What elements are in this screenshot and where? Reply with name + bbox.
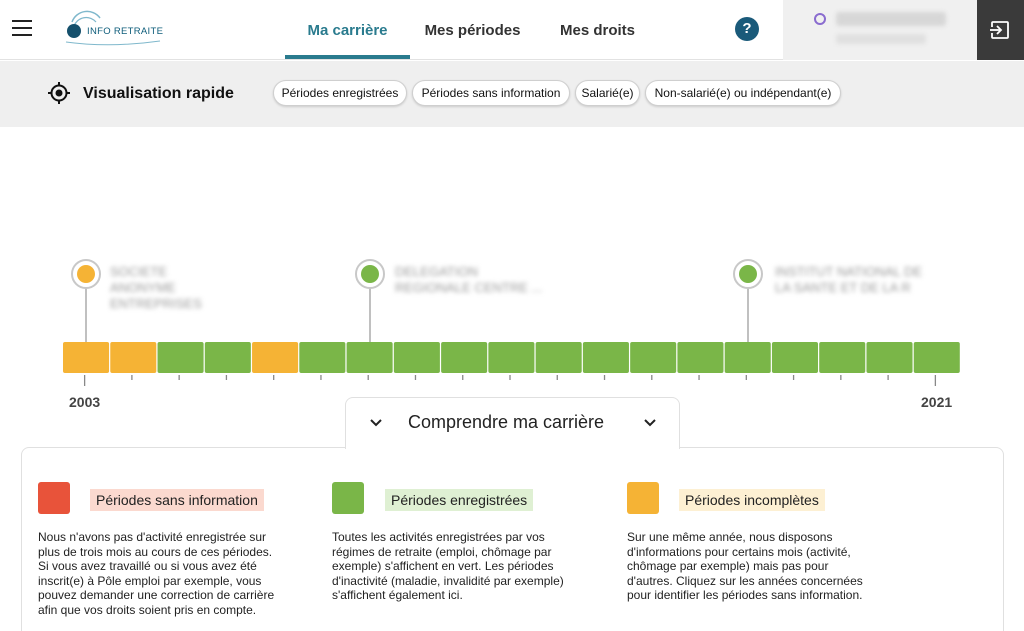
timeline-year-segment[interactable] — [110, 342, 156, 373]
chevron-down-icon — [369, 416, 383, 430]
timeline-year-segment[interactable] — [299, 342, 345, 373]
timeline-year-segment[interactable] — [583, 342, 629, 373]
timeline-year-segment[interactable] — [819, 342, 865, 373]
filter-chip-non-salarie[interactable]: Non-salarié(e) ou indépendant(e) — [645, 80, 841, 106]
filter-chip-salarie[interactable]: Salarié(e) — [575, 80, 640, 106]
filter-chip-periodes-sans-information[interactable]: Périodes sans information — [412, 80, 570, 106]
tab-mes-droits[interactable]: Mes droits — [559, 21, 635, 39]
legend-text-incompletes: Sur une même année, nous disposons d'informations pour certains mois (activité, chômage par exemple) mais pas pour d'autres. Cliquez sur les années concernées pour identifier les périodes sans information. — [627, 530, 863, 602]
legend-label-incompletes: Périodes incomplètes — [679, 489, 825, 511]
employer-label-blurred: SOCIETE ANONYME ENTREPRISES — [110, 264, 202, 311]
timeline-year-segment[interactable] — [866, 342, 912, 373]
help-icon[interactable]: ? — [735, 17, 759, 41]
legend-color-incompletes — [627, 482, 659, 514]
comprendre-title: Comprendre ma carrière — [408, 412, 605, 432]
tab-ma-carriere[interactable]: Ma carrière — [307, 21, 388, 39]
timeline-year-segment[interactable] — [677, 342, 723, 373]
timeline-year-segment[interactable] — [63, 342, 109, 373]
employer-label-blurred: INSTITUT NATIONAL DE LA SANTE ET DE LA R — [775, 264, 923, 295]
timeline-year-segment[interactable] — [488, 342, 534, 373]
legend-color-sans-information — [38, 482, 70, 514]
filter-chip-periodes-enregistrees[interactable]: Périodes enregistrées — [273, 80, 407, 106]
employer-marker-dot — [77, 265, 95, 283]
timeline-year-segment[interactable] — [725, 342, 771, 373]
employer-label-blurred: DELEGATION REGIONALE CENTRE ... — [395, 264, 543, 295]
legend-text-enregistrees: Toutes les activités enregistrées par vos régimes de retraite (emploi, chômage par exemple) s'affichent en vert. Les périodes d'inactivité (maladie, invalidité par exemple) s'affichent également ici. — [332, 530, 564, 602]
timeline-year-segment[interactable] — [441, 342, 487, 373]
employer-marker-dot — [361, 265, 379, 283]
logo-text: INFO RETRAITE — [87, 26, 164, 37]
timeline-year-segment[interactable] — [347, 342, 393, 373]
legend-color-enregistrees — [332, 482, 364, 514]
tab-mes-periodes[interactable]: Mes périodes — [424, 21, 521, 39]
timeline-year-segment[interactable] — [394, 342, 440, 373]
timeline-year-segment[interactable] — [158, 342, 204, 373]
legend-label-sans-information: Périodes sans information — [90, 489, 264, 511]
legend-text-sans-information: Nous n'avons pas d'activité enregistrée sur plus de trois mois au cours de ces périodes. Si vous avez travaillé ou si vous avez été inscrit(e) à Pôle emploi par exemple, vous pouvez demander une correction de carrière afin que vos droits soient pris en compte. — [38, 530, 275, 617]
legend-label-enregistrees: Périodes enregistrées — [385, 489, 533, 511]
chevron-down-icon — [643, 416, 657, 430]
timeline-start-year: 2003 — [69, 394, 101, 410]
timeline-end-year: 2021 — [921, 394, 953, 410]
timeline-year-segment[interactable] — [630, 342, 676, 373]
timeline-year-segment[interactable] — [205, 342, 251, 373]
timeline-year-segment[interactable] — [772, 342, 818, 373]
employer-marker-dot — [739, 265, 757, 283]
timeline-year-segment[interactable] — [914, 342, 960, 373]
timeline-year-segment[interactable] — [536, 342, 582, 373]
timeline-year-segment[interactable] — [252, 342, 298, 373]
quick-view-title: Visualisation rapide — [83, 85, 234, 102]
